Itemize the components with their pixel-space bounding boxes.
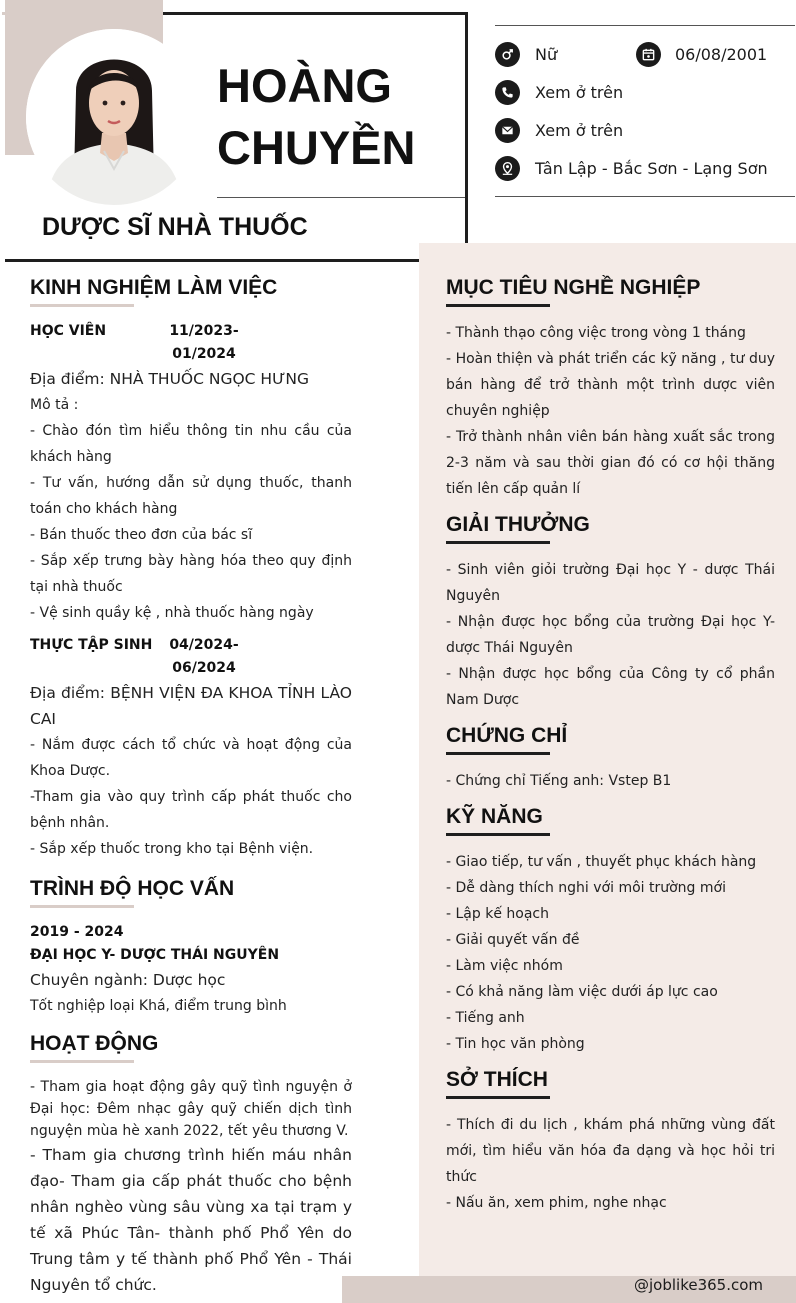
job-1-item: - Sắp xếp trưng bày hàng hóa theo quy định tại nhà thuốc (30, 553, 352, 595)
contact-birthday (636, 42, 767, 67)
hobbies-title: SỞ THÍCH (446, 1068, 548, 1091)
job-2-date-end: 06/2024 (172, 660, 236, 676)
hobbies-underline (446, 1096, 550, 1099)
skill-item: - Có khả năng làm việc dưới áp lực cao (446, 984, 718, 1000)
contact-divider-bottom (495, 196, 795, 197)
left-column (30, 275, 352, 1303)
activities-title: HOẠT ĐỘNG (30, 1032, 159, 1055)
job-1-date-start: 11/2023- (169, 323, 239, 339)
objective-item: - Hoàn thiện và phát triển các kỹ năng , tư duy bán hàng để trở thành một trình dược viên chuyên nghiệp (446, 351, 775, 419)
hobbies-section (446, 1067, 775, 1216)
education-title: TRÌNH ĐỘ HỌC VẤN (30, 877, 235, 900)
skills-underline (446, 833, 550, 836)
activities-section (30, 1031, 352, 1298)
job-1-item: - Vệ sinh quầy kệ , nhà thuốc hàng ngày (30, 605, 314, 621)
contact-address (495, 156, 768, 181)
job-2-header (30, 634, 352, 680)
footer-watermark: @joblike365.com (634, 1276, 764, 1294)
skills-title: KỸ NĂNG (446, 805, 543, 828)
hobby-item: - Nấu ăn, xem phim, nghe nhạc (446, 1195, 667, 1211)
activity-item: - Tham gia hoạt động gây quỹ tình nguyện ở Đại học: Đêm nhạc gây quỹ chiến dịch tình nguyện mùa hè xanh 2022, tết yêu thương V. (30, 1079, 352, 1139)
objective-item: - Trở thành nhân viên bán hàng xuất sắc trong 2-3 năm và sau thời gian đó có cơ hội thăng tiến lên cấp quản lí (446, 429, 775, 497)
name-divider (217, 197, 465, 198)
job-1-location: Địa điểm: NHÀ THUỐC NGỌC HƯNG (30, 370, 309, 388)
profile-photo (26, 29, 202, 205)
experience-job-2 (30, 634, 352, 862)
job-1-item: - Bán thuốc theo đơn của bác sĩ (30, 527, 253, 543)
activities-underline (30, 1060, 134, 1063)
skill-item: - Làm việc nhóm (446, 958, 563, 974)
education-grade: Tốt nghiệp loại Khá, điểm trung bình (30, 998, 287, 1014)
job-1-item: - Tư vấn, hướng dẫn sử dụng thuốc, thanh toán cho khách hàng (30, 475, 352, 517)
objective-item: - Thành thạo công việc trong vòng 1 tháng (446, 325, 746, 341)
job-1-role: HỌC VIÊN (30, 323, 107, 339)
gender-icon (495, 42, 520, 67)
education-major: Chuyên ngành: Dược học (30, 971, 226, 989)
activity-item: - Tham gia chương trình hiến máu nhân đạo- Tham gia cấp phát thuốc cho bệnh nhân nghèo vùng sâu vùng xa tại trạm y tế xã Phúc Tân- thành phố Phổ Yên do Trung tâm y tế thành phố Phổ Yên - Thái Nguyên tổ chức. (30, 1146, 352, 1294)
education-underline (30, 905, 134, 908)
skill-item: - Giao tiếp, tư vấn , thuyết phục khách hàng (446, 854, 757, 870)
awards-title: GIẢI THƯỞNG (446, 513, 590, 536)
skill-item: - Lập kế hoạch (446, 906, 549, 922)
address-value: Tân Lập - Bắc Sơn - Lạng Sơn (535, 159, 768, 178)
skill-item: - Giải quyết vấn đề (446, 932, 580, 948)
education-section (30, 876, 352, 1019)
education-period: 2019 - 2024 (30, 924, 124, 940)
job-2-date-start: 04/2024- (169, 637, 239, 653)
skill-item: - Tin học văn phòng (446, 1036, 585, 1052)
certificates-title: CHỨNG CHỈ (446, 724, 568, 747)
skill-item: - Tiếng anh (446, 1010, 525, 1026)
job-2-role: THỰC TẬP SINH (30, 637, 153, 653)
name-line-2: CHUYỀN (217, 121, 416, 174)
education-school: ĐẠI HỌC Y- DƯỢC THÁI NGUYÊN (30, 947, 280, 963)
experience-job-1 (30, 320, 352, 626)
email-value: Xem ở trên (535, 121, 624, 140)
candidate-name (217, 55, 415, 179)
job-2-item: - Sắp xếp thuốc trong kho tại Bệnh viện. (30, 841, 314, 857)
hobby-item: - Thích đi du lịch , khám phá những vùng đất mới, tìm hiểu văn hóa đa dạng và học hỏi tri thức (446, 1117, 775, 1185)
experience-title: KINH NGHIỆM LÀM VIỆC (30, 276, 278, 299)
contact-divider-top (495, 25, 795, 26)
envelope-icon (495, 118, 520, 143)
skills-section (446, 804, 775, 1057)
job-1-header (30, 320, 352, 366)
awards-underline (446, 541, 550, 544)
awards-section (446, 512, 775, 713)
calendar-icon (636, 42, 661, 67)
award-item: - Nhận được học bổng của trường Đại học Y- dược Thái Nguyên (446, 614, 775, 656)
job-2-item: - Nắm được cách tổ chức và hoạt động của Khoa Dược. (30, 737, 352, 779)
right-column (446, 275, 775, 1226)
birthday-value: 06/08/2001 (675, 45, 768, 64)
certificates-section (446, 723, 775, 794)
award-item: - Sinh viên giỏi trường Đại học Y - dược Thái Nguyên (446, 562, 775, 604)
job-1-date-end: 01/2024 (172, 346, 236, 362)
certificate-item: - Chứng chỉ Tiếng anh: Vstep B1 (446, 773, 672, 789)
job-title: DƯỢC SĨ NHÀ THUỐC (42, 213, 308, 241)
job-2-date (169, 634, 239, 680)
job-1-item: - Chào đón tìm hiểu thông tin nhu cầu của khách hàng (30, 423, 352, 465)
skill-item: - Dễ dàng thích nghi với môi trường mới (446, 880, 726, 896)
contact-phone (495, 80, 623, 105)
profile-photo-illustration (26, 29, 202, 205)
experience-underline (30, 304, 134, 307)
job-1-date (169, 320, 239, 366)
location-pin-icon (495, 156, 520, 181)
gender-value: Nữ (535, 45, 558, 64)
contact-email (495, 118, 623, 143)
job-1-desc-label: Mô tả : (30, 397, 79, 413)
objective-underline (446, 304, 550, 307)
award-item: - Nhận được học bổng của Công ty cổ phần Nam Dược (446, 666, 775, 708)
job-2-item: -Tham gia vào quy trình cấp phát thuốc cho bệnh nhân. (30, 789, 352, 831)
experience-section (30, 275, 352, 862)
phone-value: Xem ở trên (535, 83, 624, 102)
name-line-1: HOÀNG (217, 59, 392, 112)
phone-icon (495, 80, 520, 105)
objective-section (446, 275, 775, 502)
objective-title: MỤC TIÊU NGHỀ NGHIỆP (446, 276, 701, 299)
job-2-location: Địa điểm: BỆNH VIỆN ĐA KHOA TỈNH LÀO CAI (30, 684, 352, 728)
contact-gender (495, 42, 557, 67)
certificates-underline (446, 752, 550, 755)
